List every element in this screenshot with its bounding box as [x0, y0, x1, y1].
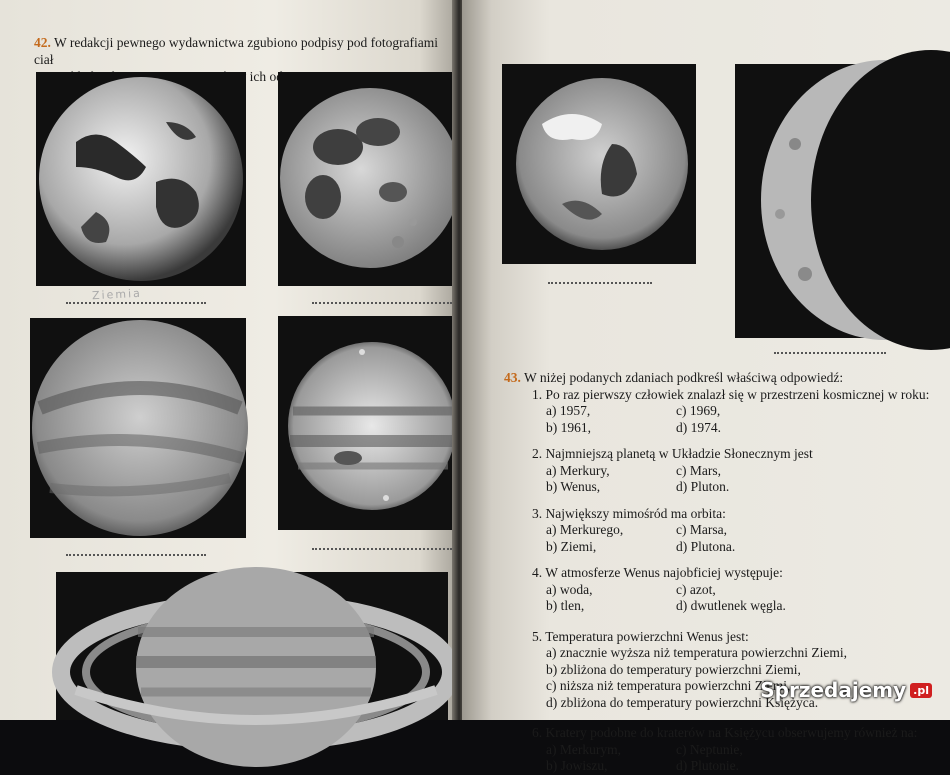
question-42-number: 42.: [34, 35, 51, 50]
q43-item-1-option-d: d) 1974.: [676, 419, 721, 435]
question-43-number: 43.: [504, 370, 521, 385]
venus-photo: [30, 318, 246, 538]
q43-item-5-stem: 5. Temperatura powierzchni Wenus jest:: [532, 628, 749, 644]
q43-item-3-stem: 3. Największy mimośród ma orbita:: [532, 505, 726, 521]
q43-item-3-option-d: d) Plutona.: [676, 538, 736, 554]
left-page: [0, 0, 456, 720]
q43-item-3: [532, 506, 944, 556]
handwritten-caption: Ziemia: [91, 286, 143, 303]
moon-crescent-photo: [735, 64, 911, 338]
q43-item-6-option-b: b) Jowiszu,: [546, 758, 608, 773]
caption-line-earth: [66, 302, 206, 306]
caption-line-venus: [66, 554, 206, 558]
q43-item-5-option-b: b) zbliżona do temperatury powierzchni Ziemi,: [546, 661, 801, 677]
caption-line-mars: [548, 282, 652, 286]
q43-item-1: [532, 387, 944, 437]
q43-item-6-option-d: d) Plutonie.: [676, 758, 739, 773]
q43-item-6-stem: 6. Kratery podobne do kraterów na Księżycu obserwujemy również na:: [532, 725, 918, 740]
caption-line-moon-crescent: [774, 352, 886, 356]
q43-item-4-option-c: c) azot,: [676, 581, 716, 597]
q43-item-5-option-c: c) niższa niż temperatura powierzchni Ziemi,: [546, 678, 791, 693]
watermark-badge: .pl: [910, 683, 932, 698]
q43-item-2-option-c: c) Mars,: [676, 462, 721, 478]
q43-item-3-option-b: b) Ziemi,: [546, 538, 597, 554]
q43-item-6-option-c: c) Neptunie,: [676, 741, 743, 757]
moon-photo: [278, 72, 456, 286]
jupiter-photo: [278, 316, 456, 530]
q43-item-5-option-a: a) znacznie wyższa niż temperatura powierzchni Ziemi,: [546, 645, 847, 660]
q43-item-1-option-c: c) 1969,: [676, 403, 721, 418]
q43-item-3-option-a: a) Merkurego,: [546, 522, 624, 537]
q43-item-2-option-a: a) Merkury,: [546, 462, 610, 478]
watermark-logo: [760, 678, 932, 702]
saturn-photo: [56, 572, 448, 720]
caption-line-moon: [312, 302, 452, 306]
q43-item-4: [532, 565, 944, 615]
question-43-intro: W niżej podanych zdaniach podkreśl właściwą odpowiedź:: [524, 370, 844, 385]
right-page: [462, 0, 950, 773]
q43-item-4-option-a: a) woda,: [546, 581, 593, 597]
q43-item-4-option-d: d) dwutlenek węgla.: [676, 598, 786, 613]
earth-photo: [36, 72, 246, 286]
q43-item-5-option-d: d) zbliżona do temperatury powierzchni Księżyca.: [546, 694, 819, 710]
q43-item-2-option-d: d) Pluton.: [676, 479, 730, 494]
q43-item-2-option-b: b) Wenus,: [546, 479, 601, 494]
q43-item-3-option-c: c) Marsa,: [676, 522, 727, 537]
q43-item-4-stem: 4. W atmosferze Wenus najobficiej występuje:: [532, 565, 783, 580]
question-42-text-line2: ich: [249, 69, 267, 84]
caption-line-jupiter: [312, 548, 452, 552]
watermark-text: Sprzedajemy: [760, 678, 907, 702]
q43-item-1-stem: 1. Po raz pierwszy człowiek znalazł się w przestrzeni kosmicznej w roku:: [532, 386, 930, 402]
question-43: [504, 370, 944, 775]
q43-item-6: [532, 725, 944, 775]
q43-item-2: [532, 446, 944, 496]
q43-item-2-stem: 2. Najmniejszą planetą w Układzie Słonecznym jest: [532, 446, 813, 461]
mars-photo: [502, 64, 696, 264]
question-42-text-line1: W redakcji pewnego wydawnictwa zgubiono podpisy pod fotografiami ciał: [34, 35, 439, 67]
q43-item-1-option-b: b) 1961,: [546, 419, 591, 435]
q43-item-4-option-b: b) tlen,: [546, 598, 585, 613]
q43-item-6-option-a: a) Merkurym,: [546, 741, 621, 757]
q43-item-1-option-a: a) 1957,: [546, 403, 591, 418]
